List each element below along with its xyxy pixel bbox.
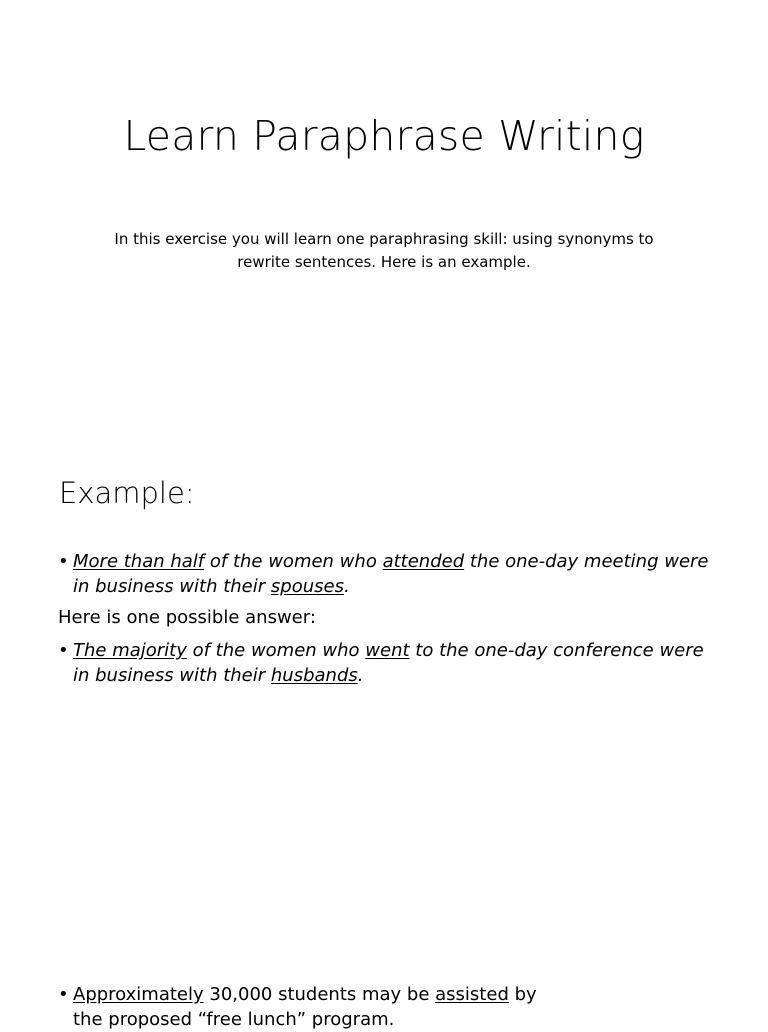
sentence-text: to the one-day conference were in business with their: [73, 640, 704, 686]
underlined-word: assisted: [435, 984, 509, 1005]
exercise-sentence: [73, 984, 537, 1030]
answer-intro: Here is one possible answer:: [58, 607, 316, 628]
bullet-item: [58, 549, 718, 599]
underlined-phrase: More than half: [73, 551, 205, 572]
sentence-text: of the women who: [204, 551, 383, 572]
underlined-word: husbands: [270, 665, 358, 686]
example-heading: Example:: [59, 476, 195, 510]
example-answer-bullet: [58, 638, 718, 688]
answer-sentence: [73, 640, 704, 686]
underlined-word: Approximately: [73, 984, 204, 1005]
slide-title: Learn Paraphrase Writing: [123, 112, 645, 160]
bullet-item: [58, 982, 538, 1032]
bullet-dot: •: [58, 551, 69, 572]
sentence-text: .: [357, 665, 364, 686]
underlined-word: went: [365, 640, 410, 661]
exercise-bullet: [58, 982, 538, 1032]
underlined-phrase: The majority: [73, 640, 187, 661]
sentence-text: .: [343, 576, 350, 597]
original-sentence: [73, 551, 709, 597]
slide-intro: In this exercise you will learn one paraphrasing skill: using synonyms to rewrite sentences. Here is an example.: [114, 230, 654, 271]
sentence-text: 30,000 students may be: [203, 984, 436, 1005]
bullet-dot: •: [58, 984, 69, 1005]
example-original-bullet: [58, 549, 718, 599]
sentence-text: by the proposed “free lunch” program.: [73, 984, 537, 1030]
underlined-word: spouses: [270, 576, 344, 597]
sentence-text: the one-day meeting were in business with their: [73, 551, 709, 597]
bullet-dot: •: [58, 640, 69, 661]
bullet-item: [58, 638, 718, 688]
underlined-word: attended: [382, 551, 465, 572]
sentence-text: of the women who: [186, 640, 366, 661]
